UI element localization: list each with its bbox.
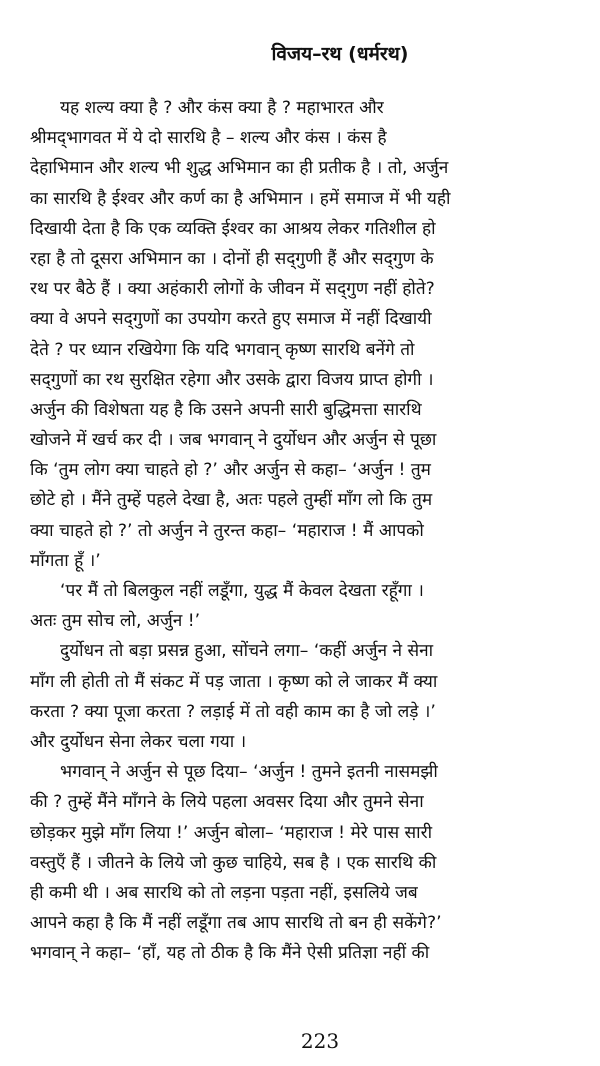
text-line: सद्‌गुणों का रथ सुरक्षित रहेगा और उसके द्वारा विजय प्राप्त होगी ।: [30, 369, 434, 390]
text-line: ‘पर मैं तो बिलकुल नहीं लडूँगा, युद्ध मैं केवल देखता रहूँगा ।: [60, 581, 424, 601]
text-line: अतः तुम सोच लो, अर्जुन !’: [30, 611, 201, 632]
text-line: रहा है तो दूसरा अभिमान का । दोनों ही सद्‌गुणी हैं और सद्‌गुण के: [30, 248, 434, 269]
text-line: और दुर्योधन सेना लेकर चला गया ।: [30, 731, 247, 752]
text-line: क्या वे अपने सद्‌गुणों का उपयोग करते हुए समाज में नहीं दिखायी: [30, 309, 432, 330]
text-line: वस्तुएँ हैं । जीतने के लिये जो कुछ चाहिये, सब है । एक सारथि की: [30, 852, 437, 873]
text-line: छोटे हो । मैंने तुम्हें पहले देखा है, अतः पहले तुम्हीं माँग लो कि तुम: [30, 490, 433, 511]
text-line: भगवान्‌ ने कहा– ‘हाँ, यह तो ठीक है कि मैंने ऐसी प्रतिज्ञा नहीं की: [30, 943, 430, 964]
text-line: यह शल्य क्या है ? और कंस क्या है ? महाभारत और: [60, 98, 384, 118]
page-number: 223: [300, 1029, 340, 1053]
running-header: विजय–रथ (धर्मरथ): [271, 43, 409, 65]
text-line: देते ? पर ध्यान रखियेगा कि यदि भगवान्‌ कृष्ण सारथि बनेंगे तो: [30, 339, 415, 360]
text-line: दिखायी देता है कि एक व्यक्ति ईश्वर का आश्रय लेकर गतिशील हो: [30, 218, 436, 239]
text-line: छोड़कर मुझे माँग लिया !’ अर्जुन बोला– ‘महाराज ! मेरे पास सारी: [30, 822, 433, 843]
body-text: [30, 93, 587, 968]
text-line: श्रीमद्‌भागवत में ये दो सारथि है – शल्य और कंस । कंस है: [30, 128, 387, 149]
text-line: करता ? क्या पूजा करता ? लड़ाई में तो वही काम का है जो लड़े ।’: [30, 701, 436, 722]
text-line: क्या चाहते हो ?’ तो अर्जुन ने तुरन्त कहा– ‘महाराज ! मैं आपको: [30, 520, 424, 541]
text-line: ही कमी थी । अब सारथि को तो लड़ना पड़ता नहीं, इसलिये जब: [30, 882, 418, 903]
text-line: देहाभिमान और शल्य भी शुद्ध अभिमान का ही प्रतीक है । तो, अर्जुन: [30, 158, 449, 179]
text-line: की ? तुम्हें मैंने माँगने के लिये पहला अवसर दिया और तुमने सेना: [30, 792, 424, 813]
text-line: खोजने में खर्च कर दी । जब भगवान्‌ ने दुर्योधन और अर्जुन से पूछा: [30, 430, 437, 451]
text-line: माँग ली होती तो मैं संकट में पड़ जाता । कृष्ण को ले जाकर मैं क्या: [30, 671, 438, 692]
text-line: आपने कहा है कि मैं नहीं लडूँगा तब आप सारथि तो बन ही सकेंगे?’: [30, 913, 442, 934]
text-line: रथ पर बैठे हैं । क्या अहंकारी लोगों के जीवन में सद्‌गुण नहीं होते?: [30, 279, 435, 300]
text-line: भगवान्‌ ने अर्जुन से पूछ दिया– ‘अर्जुन ! तुमने इतनी नासमझी: [60, 762, 438, 783]
text-line: दुर्योधन तो बड़ा प्रसन्न हुआ, सोंचने लगा– ‘कहीं अर्जुन ने सेना: [60, 641, 434, 662]
text-line: कि ‘तुम लोग क्या चाहते हो ?’ और अर्जुन से कहा– ‘अर्जुन ! तुम: [30, 460, 431, 481]
text-line: माँगता हूँ ।’: [30, 550, 101, 571]
text-line: का सारथि है ईश्वर और कर्ण का है अभिमान । हमें समाज में भी यही: [30, 188, 451, 209]
text-line: अर्जुन की विशेषता यह है कि उसने अपनी सारी बुद्धिमत्ता सारथि: [30, 399, 422, 420]
